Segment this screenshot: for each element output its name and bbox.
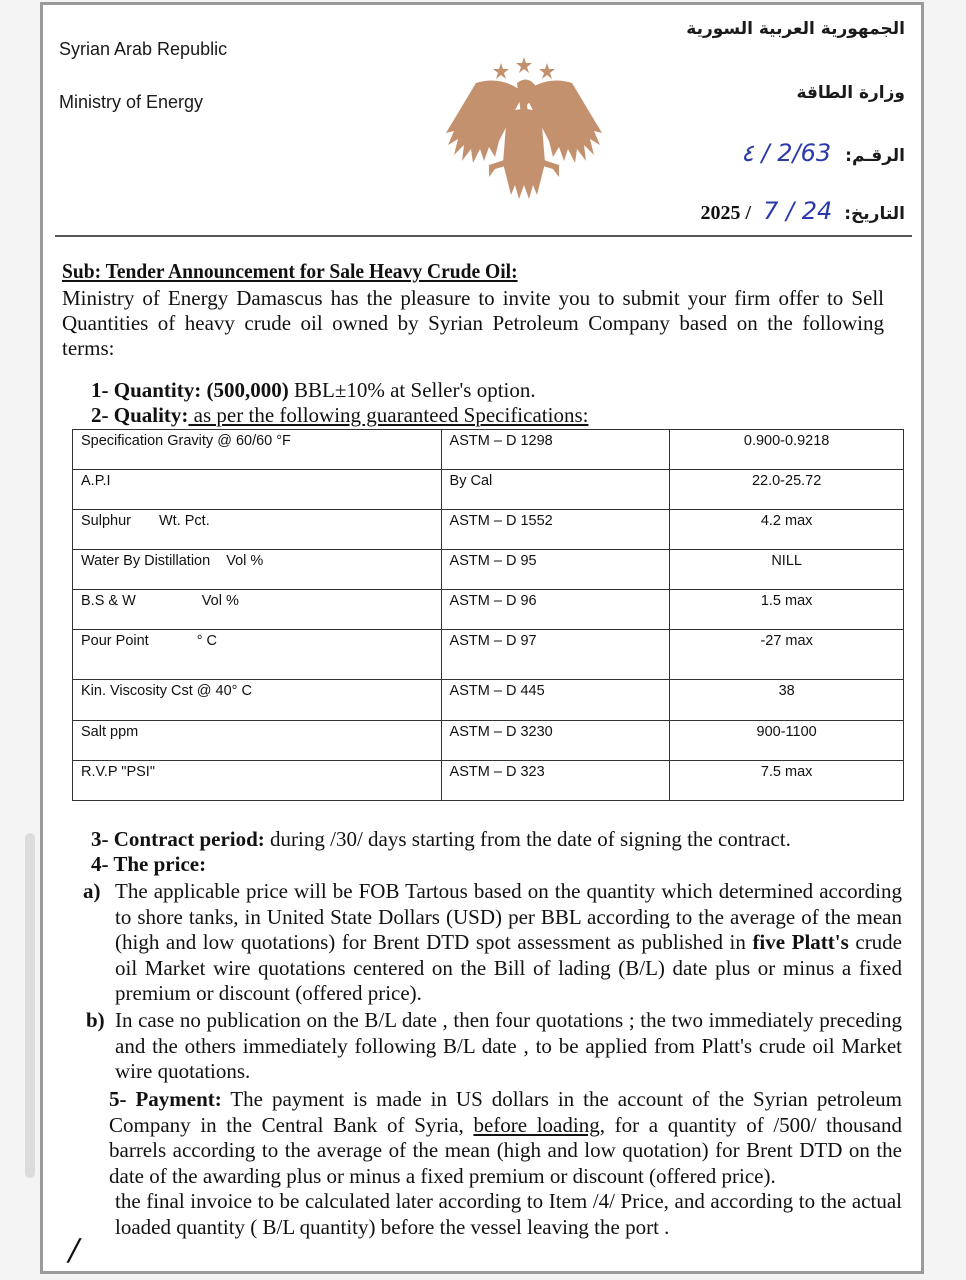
term-contract-period: 3- Contract period: during /30/ days starting from the date of signing the contract. — [91, 827, 791, 851]
spec-method: ASTM – D 95 — [441, 550, 670, 590]
term-quality-label: 2- Quality: — [91, 403, 189, 427]
spec-unit: Wt. Pct. — [158, 513, 210, 529]
specification-table — [72, 429, 904, 801]
date-year: 2025 / — [700, 202, 752, 224]
spec-method: ASTM – D 3230 — [441, 721, 670, 761]
table-row — [73, 430, 904, 470]
term-payment: 5- Payment: The payment is made in US dollars in the account of the Syrian petroleum Company in the Central Bank of Syria, before loading, for a quantity of /500/ thousand barrels according to the average of the mean (high and low quotation) for Brent DTD on the date of the awarding plus or minus a fixed premium or discount (offered price). the final invoice to be calculated later according to Item /4/ Price, and according to the actual loaded quantity ( B/L quantity) before the vessel leaving the port . — [109, 1087, 903, 1239]
handwritten-mark: / — [65, 1233, 83, 1268]
spec-method: ASTM – D 97 — [441, 630, 670, 680]
clause-b-marker: b) — [86, 1008, 105, 1032]
scrollbar[interactable] — [25, 833, 35, 1178]
term-quality — [91, 403, 588, 428]
spec-method: ASTM – D 323 — [441, 761, 670, 801]
spec-method: ASTM – D 96 — [441, 590, 670, 630]
spec-property: Sulphur Wt. Pct. — [73, 510, 442, 550]
reference-number-value: ٤ / 2/63 — [741, 139, 832, 167]
clause-a-text: The applicable price will be FOB Tartous based on the quantity which determined according to shore tanks, in United State Dollars (USD) per BBL according to the average of the mean (high and low quotations) for Brent DTD spot assessment as published in five Platt's crude oil Market wire quotations centered on the Bill of lading (B/L) date plus or minus a fixed premium or discount (offered price). — [115, 879, 903, 1005]
subject-heading: Sub: Tender Announcement for Sale Heavy Crude Oil: — [62, 259, 518, 283]
reference-number-row — [741, 139, 905, 167]
header-divider — [55, 235, 912, 237]
clause-a-marker: a) — [83, 879, 101, 903]
header-country-en: Syrian Arab Republic — [59, 39, 228, 59]
date-label: التاريخ: — [844, 204, 905, 224]
spec-value: 4.2 max — [670, 510, 904, 550]
table-row — [73, 721, 904, 761]
spec-value: 1.5 max — [670, 590, 904, 630]
header-country-ar: الجمهورية العربية السورية — [686, 19, 905, 39]
table-row — [73, 590, 904, 630]
spec-property: Water By Distillation Vol % — [73, 550, 442, 590]
term-quantity — [91, 378, 536, 403]
spec-method: ASTM – D 1298 — [441, 430, 670, 470]
table-row — [73, 550, 904, 590]
reference-number-label: الرقـم: — [845, 146, 905, 166]
table-row — [73, 680, 904, 721]
term-quantity-label: 1- Quantity: — [91, 378, 202, 402]
spec-value: NILL — [670, 550, 904, 590]
spec-unit: Vol % — [201, 593, 239, 609]
spec-unit: Vol % — [226, 553, 264, 569]
spec-unit: ° C — [196, 633, 218, 649]
spec-property: B.S & W Vol % — [73, 590, 442, 630]
spec-value: 22.0-25.72 — [670, 470, 904, 510]
spec-method: ASTM – D 445 — [441, 680, 670, 721]
table-row — [73, 630, 904, 680]
spec-property: A.P.I — [73, 470, 442, 510]
term-quality-text: as per the following guaranteed Specifications: — [188, 403, 589, 427]
term-quantity-value: (500,000) — [206, 378, 289, 402]
spec-property: R.V.P "PSI" — [73, 761, 442, 801]
spec-property: Specification Gravity @ 60/60 °F — [73, 430, 442, 470]
eagle-emblem-icon — [431, 53, 617, 213]
spec-property: Pour Point ° C — [73, 630, 442, 680]
term-payment-label: 5- Payment: — [109, 1087, 222, 1111]
date-row — [701, 197, 905, 225]
header-ministry-ar: وزارة الطاقة — [796, 83, 905, 103]
intro-paragraph: Ministry of Energy Damascus has the pleasure to invite you to submit your firm offer to Sell Quantities of heavy crude oil owned by Syrian Petroleum Company based on the following terms: — [62, 286, 884, 360]
table-row — [73, 510, 904, 550]
term-price-heading: 4- The price: — [91, 852, 207, 876]
clause-b-text: In case no publication on the B/L date , then four quotations ; the two immediately preceding and the others immediately following B/L date , to be applied from Platt's crude oil Market wire quotations. — [115, 1008, 902, 1083]
table-row — [73, 761, 904, 801]
spec-value: 7.5 max — [670, 761, 904, 801]
spec-value: -27 max — [670, 630, 904, 680]
term-contract-period-label: 3- Contract period: — [91, 827, 265, 851]
table-row — [73, 470, 904, 510]
spec-property: Salt ppm — [73, 721, 442, 761]
spec-value: 0.900-0.9218 — [670, 430, 904, 470]
spec-value: 38 — [670, 680, 904, 721]
term-quantity-text: BBL±10% at Seller's option. — [288, 378, 536, 402]
spec-property: Kin. Viscosity Cst @ 40° C — [73, 680, 442, 721]
date-handwritten: 7 / 24 — [763, 197, 833, 225]
spec-method: ASTM – D 1552 — [441, 510, 670, 550]
spec-method: By Cal — [441, 470, 670, 510]
document-page — [40, 2, 924, 1274]
spec-value: 900-1100 — [670, 721, 904, 761]
header-ministry-en: Ministry of Energy — [59, 92, 204, 112]
